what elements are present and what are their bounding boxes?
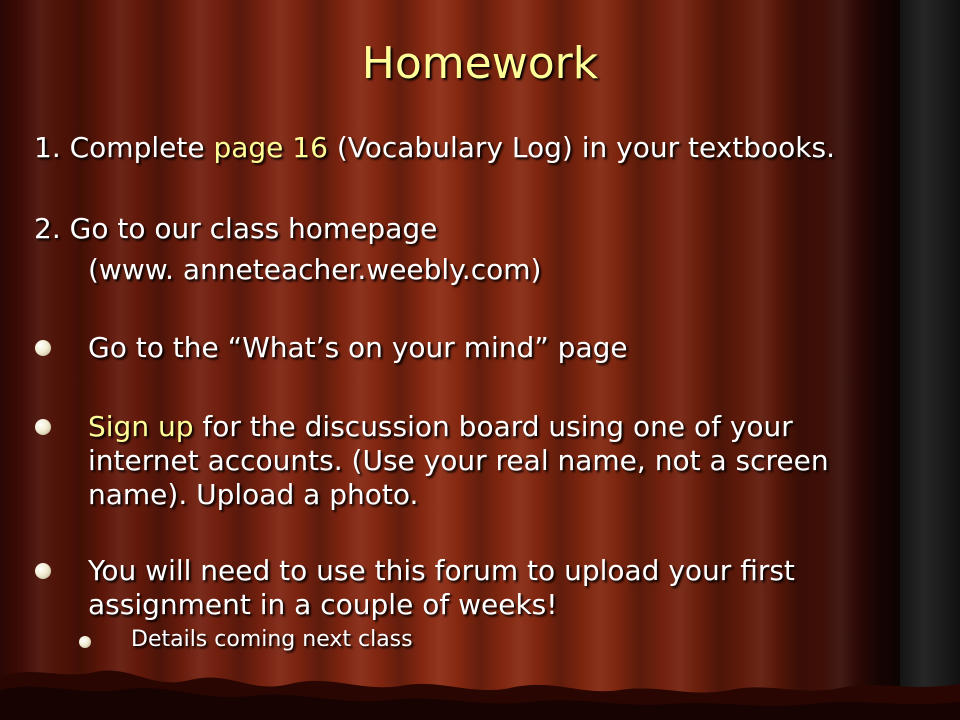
- bullet-dot-icon: [35, 563, 51, 579]
- bullet-item-3-line1: You will need to use this forum to upload your first: [88, 554, 795, 587]
- homework-item-1: [34, 131, 835, 165]
- bullet-item-2: [88, 410, 829, 512]
- curtain-right-drape: [900, 0, 960, 720]
- sign-up-highlight: Sign up: [88, 410, 194, 443]
- homework-item-2-url: (www. anneteacher.weebly.com): [88, 253, 542, 286]
- item1-page-highlight: page 16: [213, 131, 328, 164]
- bullet-dot-icon: [35, 419, 51, 435]
- bullet-item-3: [88, 554, 795, 622]
- bullet-item-2-line2: internet accounts. (Use your real name, not a screen: [88, 444, 829, 477]
- bullet-item-2-line3: name). Upload a photo.: [88, 478, 419, 511]
- sub-bullet-dot-icon: [79, 636, 91, 648]
- slide-title: Homework: [361, 38, 599, 89]
- curtain-valance: [0, 650, 960, 720]
- bullet-dot-icon: [35, 340, 51, 356]
- homework-item-2-line1: 2. Go to our class homepage: [34, 212, 438, 245]
- sub-bullet-item-1: Details coming next class: [131, 627, 413, 652]
- bullet-item-1: Go to the “What’s on your mind” page: [88, 331, 628, 364]
- item1-prefix: 1. Complete: [34, 131, 214, 164]
- bullet-item-2-line1: [88, 410, 829, 444]
- item1-suffix: (Vocabulary Log) in your textbooks.: [327, 131, 835, 164]
- bullet-item-3-line2: assignment in a couple of weeks!: [88, 588, 558, 621]
- bullet-item-2-rest: for the discussion board using one of your: [193, 410, 793, 443]
